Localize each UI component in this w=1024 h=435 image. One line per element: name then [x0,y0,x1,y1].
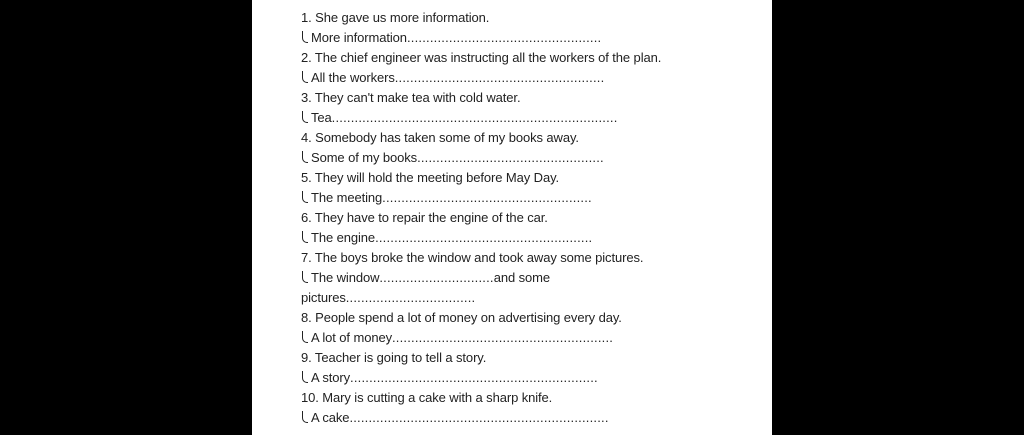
answer-7-mid: and some [493,270,551,285]
answer-5-dots: ....................................................... [382,190,592,205]
answer-5 [301,188,761,208]
answer-1-dots: ................................................... [406,30,602,45]
answer-10-dots: .................................................................... [349,410,609,425]
answer-8-dots: .......................................................... [391,330,614,345]
answer-1-start: More information [311,30,407,45]
answer-2-start: All the workers [311,70,395,85]
answer-1 [301,28,761,48]
answer-2-dots: ....................................................... [394,70,605,85]
question-2: 2. The chief engineer was instructing all the workers of the plan. [301,50,662,65]
answer-9-dots: ................................................................. [350,370,598,385]
question-8: 8. People spend a lot of money on advertising every day. [301,310,622,325]
answer-7-cont-word: pictures [301,290,346,305]
answer-7 [301,268,761,288]
answer-9 [301,368,761,388]
answer-8 [301,328,761,348]
answer-3-start: Tea [311,110,332,125]
question-9: 9. Teacher is going to tell a story. [301,350,487,365]
answer-8-start: A lot of money [311,330,392,345]
question-4: 4. Somebody has taken some of my books away. [301,130,579,145]
answer-7-continuation [301,288,761,308]
answer-9-start: A story [311,370,351,385]
answer-4-start: Some of my books [311,150,418,165]
question-6: 6. They have to repair the engine of the car. [301,210,548,225]
question-1: 1. She gave us more information. [301,10,490,25]
question-7: 7. The boys broke the window and took away some pictures. [301,250,644,265]
answer-4 [301,148,761,168]
answer-7-cont-dots: .................................. [345,290,476,305]
answer-7-start: The window [311,270,380,285]
question-5: 5. They will hold the meeting before May Day. [301,170,560,185]
answer-2 [301,68,761,88]
question-3: 3. They can't make tea with cold water. [301,90,521,105]
answer-6 [301,228,761,248]
answer-3-dots: ........................................................................... [331,110,618,125]
answer-10 [301,408,761,428]
question-10: 10. Mary is cutting a cake with a sharp knife. [301,390,553,405]
answer-6-dots: ......................................................... [375,230,593,245]
worksheet-page [252,0,772,435]
answer-4-dots: ................................................. [417,150,604,165]
answer-7-dots: .............................. [379,270,494,285]
answer-6-start: The engine [311,230,376,245]
answer-10-start: A cake [311,410,350,425]
answer-5-start: The meeting [311,190,383,205]
answer-3 [301,108,761,128]
exercise-list [301,8,761,428]
